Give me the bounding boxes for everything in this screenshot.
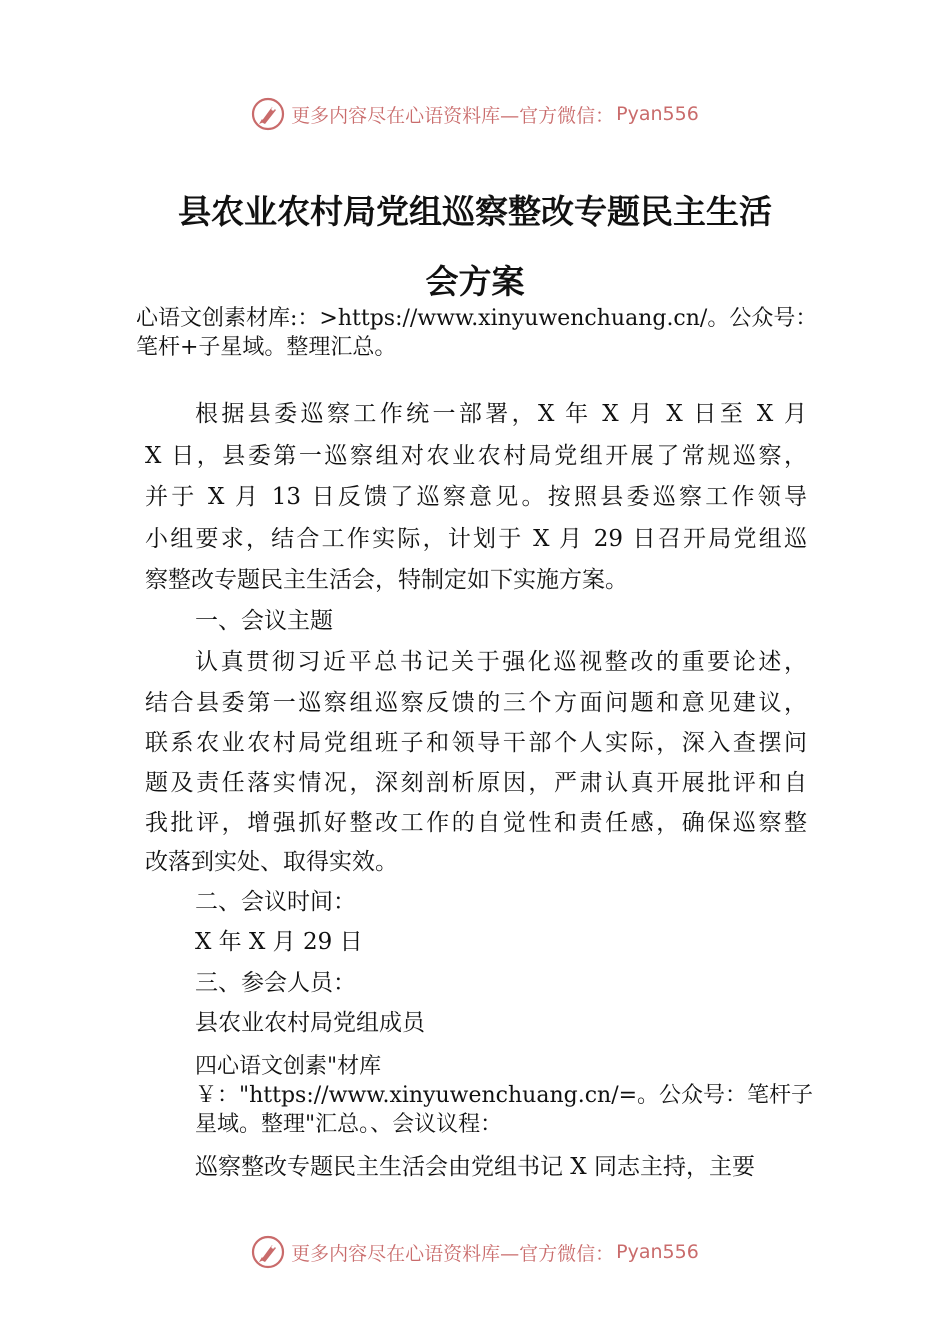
paragraph-line: 联系农业农村局党组班子和领导干部个人实际，深入查摆问	[145, 730, 807, 756]
watermark-text: 更多内容尽在心语资料库—官方微信：	[291, 1242, 615, 1265]
paragraph-line: 巡察整改专题民主生活会由党组书记 X 同志主持，主要	[195, 1154, 755, 1180]
paragraph-line: 并于 X 月 13 日反馈了巡察意见。按照县委巡察工作领导	[145, 484, 807, 510]
paragraph-line: 察整改专题民主生活会，特制定如下实施方案。	[145, 567, 628, 593]
paragraph-line: 结合县委第一巡察组巡察反馈的三个方面问题和意见建议，	[145, 690, 807, 716]
section-heading-time: 二、会议时间：	[195, 889, 356, 915]
paragraph-line: 根据县委巡察工作统一部署，X 年 X 月 X 日至 X 月	[195, 401, 807, 427]
paragraph-line: X 日，县委第一巡察组对农业农村局党组开展了常规巡察，	[145, 443, 807, 469]
agenda-heading-note: 四心语文创素"材库￥："https://www.xinyuwenchuang.cn/=。公众号：笔杆子星域。整理"汇总。、会议议程：	[195, 1054, 814, 1137]
watermark-banner-top	[0, 94, 950, 134]
paragraph-line: 我批评，增强抓好整改工作的自觉性和责任感，确保巡察整	[145, 810, 807, 836]
paragraph-line: 改落到实处、取得实效。	[145, 849, 398, 875]
pen-nib-logo-icon	[251, 97, 285, 131]
watermark-banner-bottom	[0, 1232, 950, 1272]
paragraph-line: 认真贯彻习近平总书记关于强化巡视整改的重要论述，	[195, 649, 807, 675]
pen-nib-logo-icon	[251, 1235, 285, 1269]
attendees: 县农业农村局党组成员	[195, 1010, 425, 1036]
section-heading-topic: 一、会议主题	[195, 608, 333, 634]
watermark-handle: Pyan556	[616, 103, 699, 125]
source-note: 心语文创素材库:：>https://www.xinyuwenchuang.cn/。公众号：笔杆+子星域。整理汇总。	[136, 306, 818, 360]
meeting-time: X 年 X 月 29 日	[195, 929, 363, 955]
watermark-text: 更多内容尽在心语资料库—官方微信：	[291, 104, 615, 127]
document-title-line-2: 会方案	[425, 262, 525, 301]
paragraph-line: 题及责任落实情况，深刻剖析原因，严肃认真开展批评和自	[145, 770, 807, 796]
watermark-handle: Pyan556	[616, 1241, 699, 1263]
paragraph-line: 小组要求，结合工作实际，计划于 X 月 29 日召开局党组巡	[145, 526, 807, 552]
document-title-line-1: 县农业农村局党组巡察整改专题民主生活	[178, 192, 772, 231]
section-heading-attendees: 三、参会人员：	[195, 970, 356, 996]
